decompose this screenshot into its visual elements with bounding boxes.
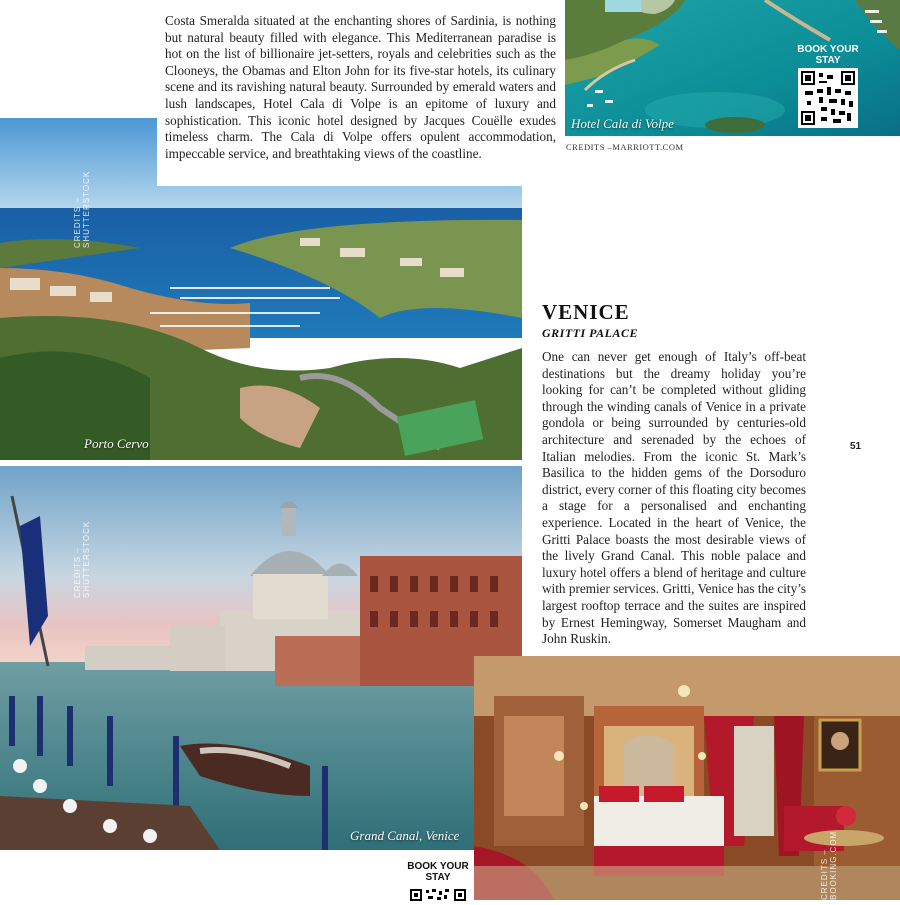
- book-your-stay-label-top: [790, 44, 866, 66]
- qr-code-top[interactable]: [798, 68, 858, 128]
- page-number: 51: [850, 441, 862, 452]
- venice-paragraph: One can never get enough of Italy’s off-beat destinations but the dreamy holiday you’re looking for can’t be completed without gliding through the winding canals of Venice in a private gondola or being surrounded by centuries-old architecture and serenaded by the echoes of Italian melodies. From the iconic St. Mark’s Basilica to the hidden gems of the Dorsoduro district, every corner of this floating city becomes a stage for a personalised and enchanting experience. Located in the heart of Venice, the Gritti Palace boasts the most desirable views of the lively Grand Canal. This noble palace and luxury hotel offers a blend of heritage and culture with premier services. Gritti, Venice has the city’s largest rooftop terrace and the suites are inspired by Ernest Hemingway, Somerset Maugham and John Ruskin.: [542, 349, 806, 647]
- gritti-room-credit: CREDITS –BOOKING.COM: [820, 830, 838, 900]
- qr-code-bottom[interactable]: [408, 886, 468, 900]
- venice-textbox: [522, 290, 807, 682]
- venice-hotel-label: GRITTI PALACE: [542, 326, 638, 340]
- venice-heading: VENICE: [542, 300, 630, 324]
- porto-cervo-credit: CREDITS – SHUTTERSTOCK: [73, 170, 91, 248]
- book-your-stay-text: BOOK YOUR STAY: [797, 44, 859, 66]
- sardinia-textbox: [157, 0, 565, 186]
- cala-di-volpe-caption: Hotel Cala di Volpe: [571, 116, 674, 131]
- sardinia-paragraph: Costa Smeralda situated at the enchanting shores of Sardinia, is nothing but natural beauty filled with elegance. This Mediterranean paradise is hot on the list of billionaire jet-setters, royals and celebrities such as the Clooneys, the Obamas and Elton John for its five-star hotels, its culinary scene and its ravishing natural beauty. Surrounded by emerald waters and lush landscapes, Hotel Cala di Volpe is an epitome of luxury and sophistication. This iconic hotel designed by Jacques Couëlle exudes timeless charm. The Cala di Volpe offers opulent accommodation, impeccable service, and breathtaking views of the coastline.: [165, 13, 556, 161]
- qr-code-icon: [408, 887, 468, 901]
- cala-di-volpe-credit: CREDITS –MARRIOTT.COM: [566, 142, 684, 152]
- book-your-stay-label-bottom: [400, 861, 476, 883]
- qr-code-icon: [801, 71, 855, 125]
- porto-cervo-caption: Porto Cervo: [84, 436, 149, 451]
- sardinia-hotel-label: [165, 0, 288, 1]
- grand-canal-credit: CREDITS – SHUTTERSTOCK: [73, 520, 91, 598]
- book-your-stay-text-bottom: BOOK YOUR STAY: [407, 861, 469, 883]
- grand-canal-caption: Grand Canal, Venice: [350, 828, 460, 843]
